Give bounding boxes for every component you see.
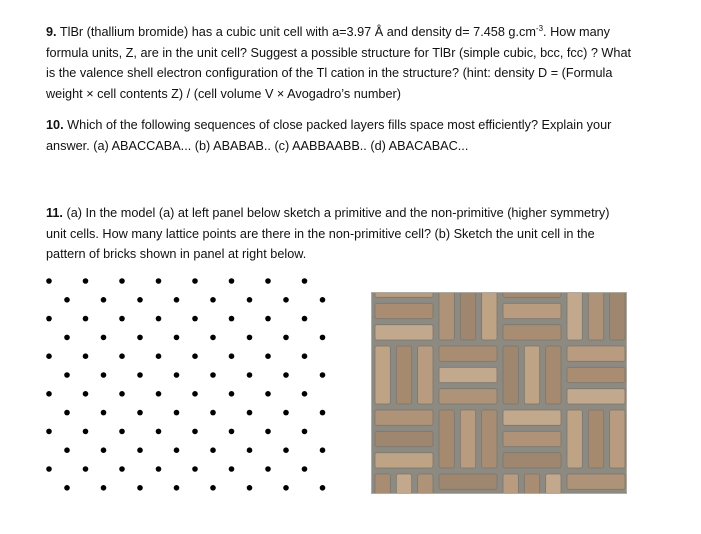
lattice-point bbox=[156, 429, 162, 435]
lattice-point bbox=[283, 297, 289, 303]
lattice-point bbox=[137, 485, 143, 491]
lattice-point bbox=[156, 391, 162, 397]
brick bbox=[439, 292, 454, 340]
question-10-line-1: 10. Which of the following sequences of close packed layers fills space most efficiently? Explain your bbox=[46, 118, 612, 132]
brick bbox=[503, 346, 518, 404]
lattice-point bbox=[283, 447, 289, 453]
lattice-point bbox=[283, 335, 289, 341]
lattice-point bbox=[192, 429, 198, 435]
lattice-point bbox=[302, 391, 308, 397]
question-9-line-2: formula units, Z, are in the unit cell? Suggest a possible structure for TlBr (simple cubic, bcc, fcc) ? What bbox=[46, 45, 632, 60]
brick bbox=[524, 474, 539, 494]
brick bbox=[567, 389, 625, 404]
lattice-point bbox=[302, 429, 308, 435]
lattice-point bbox=[174, 335, 180, 341]
lattice-point bbox=[229, 391, 235, 397]
brick bbox=[439, 389, 497, 404]
lattice-point bbox=[283, 372, 289, 378]
lattice-point bbox=[64, 447, 70, 453]
lattice-point bbox=[229, 466, 235, 472]
lattice-point bbox=[247, 372, 253, 378]
brick bbox=[567, 410, 582, 468]
brick bbox=[439, 474, 497, 489]
lattice-point bbox=[119, 278, 125, 284]
lattice-point bbox=[119, 466, 125, 472]
brick bbox=[503, 453, 561, 468]
brick bbox=[503, 325, 561, 340]
lattice-point bbox=[174, 372, 180, 378]
lattice-point bbox=[64, 335, 70, 341]
lattice-point bbox=[46, 429, 52, 435]
brick bbox=[439, 367, 497, 382]
lattice-point bbox=[247, 297, 253, 303]
lattice-point bbox=[210, 372, 216, 378]
brick bbox=[375, 410, 433, 425]
lattice-point bbox=[265, 353, 271, 359]
brick bbox=[418, 346, 433, 404]
lattice-point bbox=[283, 410, 289, 416]
question-9-line-4: weight × cell contents Z) / (cell volume V × Avogadro’s number) bbox=[46, 87, 401, 102]
lattice-point bbox=[174, 410, 180, 416]
lattice-point bbox=[192, 391, 198, 397]
lattice-point bbox=[119, 429, 125, 435]
question-9-line-3: is the valence shell electron configuration of the Tl cation in the structure? (hint: density D = (Formula bbox=[46, 66, 613, 81]
lattice-point bbox=[83, 316, 89, 322]
brick bbox=[546, 474, 561, 494]
question-10-line-2: answer. (a) ABACCABA... (b) ABABAB.. (c) AABBAABB.. (d) ABACABAC... bbox=[46, 138, 469, 153]
lattice-point bbox=[137, 410, 143, 416]
brick bbox=[503, 292, 561, 297]
brick bbox=[610, 292, 625, 340]
lattice-point bbox=[83, 278, 89, 284]
brick bbox=[396, 474, 411, 494]
superscript: -3 bbox=[535, 24, 544, 33]
question-10 bbox=[46, 115, 671, 156]
lattice-point bbox=[83, 353, 89, 359]
lattice-point bbox=[46, 353, 52, 359]
lattice-point bbox=[192, 466, 198, 472]
lattice-point bbox=[137, 297, 143, 303]
lattice-point bbox=[192, 316, 198, 322]
brick bbox=[375, 292, 433, 297]
lattice-point bbox=[46, 391, 52, 397]
lattice-point bbox=[192, 278, 198, 284]
brick bbox=[567, 367, 625, 382]
lattice-point bbox=[302, 353, 308, 359]
lattice-point bbox=[210, 447, 216, 453]
lattice-point bbox=[46, 466, 52, 472]
lattice-point bbox=[247, 485, 253, 491]
lattice-point bbox=[64, 485, 70, 491]
question-9 bbox=[46, 19, 671, 105]
lattice-point bbox=[156, 353, 162, 359]
brick bbox=[567, 474, 625, 489]
lattice-point bbox=[229, 316, 235, 322]
brick bbox=[482, 410, 497, 468]
brick bbox=[375, 346, 390, 404]
lattice-point bbox=[247, 447, 253, 453]
lattice-point bbox=[192, 353, 198, 359]
brick bbox=[567, 292, 582, 340]
brick bbox=[460, 292, 475, 340]
question-9-line-1: 9. TlBr (thallium bromide) has a cubic unit cell with a=3.97 Å and density d= 7.458 $g.cm^{-3}$. How many bbox=[46, 24, 611, 40]
lattice-point bbox=[320, 297, 326, 303]
lattice-point bbox=[265, 429, 271, 435]
brick bbox=[375, 474, 390, 494]
brick bbox=[567, 346, 625, 361]
brick bbox=[396, 346, 411, 404]
question-11-line-3: pattern of bricks shown in panel at right below. bbox=[46, 247, 307, 262]
brick bbox=[375, 325, 433, 340]
lattice-point bbox=[64, 372, 70, 378]
brick bbox=[503, 431, 561, 446]
lattice-point bbox=[156, 278, 162, 284]
lattice-point bbox=[283, 485, 289, 491]
lattice-point bbox=[64, 297, 70, 303]
brick bbox=[439, 346, 497, 361]
brick bbox=[375, 431, 433, 446]
lattice-point bbox=[101, 410, 107, 416]
lattice-dot-pattern bbox=[30, 268, 330, 494]
question-11-line-2: unit cells. How many lattice points are there in the non-primitive cell? (b) Sketch the unit cell in the bbox=[46, 226, 595, 241]
lattice-point bbox=[320, 447, 326, 453]
lattice-point bbox=[119, 353, 125, 359]
brick bbox=[375, 453, 433, 468]
question-number: 10. bbox=[46, 118, 64, 132]
lattice-point bbox=[46, 278, 52, 284]
lattice-point bbox=[174, 447, 180, 453]
lattice-point bbox=[101, 372, 107, 378]
lattice-point bbox=[265, 466, 271, 472]
question-number: 11. bbox=[46, 206, 63, 220]
brick bbox=[503, 303, 561, 318]
lattice-point bbox=[229, 353, 235, 359]
lattice-point bbox=[302, 278, 308, 284]
lattice-point bbox=[174, 297, 180, 303]
lattice-point bbox=[210, 297, 216, 303]
lattice-point bbox=[83, 429, 89, 435]
lattice-point bbox=[46, 316, 52, 322]
lattice-point bbox=[320, 335, 326, 341]
lattice-point bbox=[302, 316, 308, 322]
brick bbox=[588, 292, 603, 340]
brick bbox=[546, 346, 561, 404]
brick bbox=[482, 292, 497, 340]
lattice-point bbox=[320, 372, 326, 378]
lattice-point bbox=[101, 335, 107, 341]
lattice-point bbox=[210, 485, 216, 491]
brick bbox=[503, 474, 518, 494]
question-11-line-1: 11. (a) In the model (a) at left panel below sketch a primitive and the non-primitive (higher symmetry) bbox=[46, 206, 610, 220]
lattice-point bbox=[101, 297, 107, 303]
lattice-point bbox=[156, 466, 162, 472]
question-11 bbox=[46, 203, 671, 265]
lattice-point bbox=[83, 391, 89, 397]
lattice-point bbox=[229, 429, 235, 435]
lattice-point bbox=[137, 335, 143, 341]
brick bbox=[503, 410, 561, 425]
lattice-point bbox=[265, 391, 271, 397]
lattice-point bbox=[83, 466, 89, 472]
brick bbox=[418, 474, 433, 494]
lattice-point bbox=[320, 485, 326, 491]
brick bbox=[610, 410, 625, 468]
lattice-point bbox=[101, 485, 107, 491]
lattice-point bbox=[119, 316, 125, 322]
lattice-point bbox=[156, 316, 162, 322]
lattice-point bbox=[229, 278, 235, 284]
lattice-point bbox=[210, 410, 216, 416]
lattice-point bbox=[64, 410, 70, 416]
lattice-point bbox=[210, 335, 216, 341]
brick bbox=[439, 410, 454, 468]
lattice-point bbox=[119, 391, 125, 397]
brick bbox=[375, 303, 433, 318]
lattice-point bbox=[137, 447, 143, 453]
lattice-point bbox=[265, 316, 271, 322]
brick bbox=[588, 410, 603, 468]
lattice-point bbox=[247, 410, 253, 416]
lattice-point bbox=[174, 485, 180, 491]
lattice-point bbox=[137, 372, 143, 378]
brick bbox=[524, 346, 539, 404]
question-number: 9. bbox=[46, 25, 57, 40]
lattice-point bbox=[265, 278, 271, 284]
lattice-point bbox=[302, 466, 308, 472]
brick bbox=[460, 410, 475, 468]
brick-pattern-photo bbox=[371, 292, 627, 494]
lattice-point bbox=[101, 447, 107, 453]
lattice-point bbox=[247, 335, 253, 341]
lattice-point bbox=[320, 410, 326, 416]
